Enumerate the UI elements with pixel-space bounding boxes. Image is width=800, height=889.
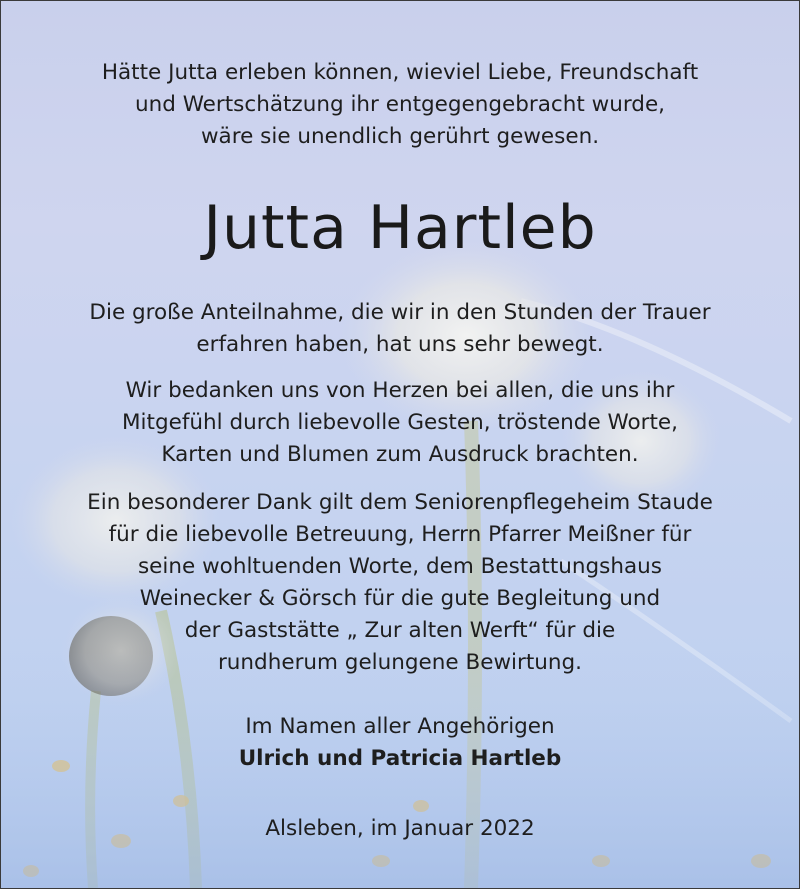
place-date: Alsleben, im Januar 2022 [265, 816, 535, 841]
paragraph3-line-5: der Gaststätte „ Zur alten Werft“ für die [184, 618, 616, 643]
paragraph3-line-2: für die liebevolle Betreuung, Herrn Pfarrer Meißner für [108, 522, 692, 547]
intro-line-3: wäre sie unendlich gerührt gewesen. [200, 124, 600, 149]
intro-line-2: und Wertschätzung ihr entgegengebracht wurde, [134, 92, 666, 117]
signature-names: Ulrich und Patricia Hartleb [238, 746, 562, 771]
paragraph3-line-1: Ein besonderer Dank gilt dem Seniorenpflegeheim Staude [87, 490, 713, 515]
paragraph3-line-3: seine wohltuenden Worte, dem Bestattungshaus [137, 554, 663, 579]
paragraph1-line-2: erfahren haben, hat uns sehr bewegt. [196, 332, 604, 357]
signature-intro: Im Namen aller Angehörigen [245, 714, 555, 739]
notice-text [1, 1, 799, 888]
paragraph2-line-2: Mitgefühl durch liebevolle Gesten, tröstende Worte, [122, 410, 678, 435]
paragraph2-line-3: Karten und Blumen zum Ausdruck brachten. [161, 442, 639, 467]
intro-line-1: Hätte Jutta erleben können, wieviel Liebe, Freundschaft [101, 60, 699, 85]
paragraph1-line-1: Die große Anteilnahme, die wir in den Stunden der Trauer [89, 300, 711, 325]
paragraph2-line-1: Wir bedanken uns von Herzen bei allen, die uns ihr [125, 378, 675, 403]
paragraph3-line-6: rundherum gelungene Bewirtung. [217, 650, 583, 675]
paragraph3-line-4: Weinecker & Görsch für die gute Begleitung und [139, 586, 661, 611]
deceased-name: Jutta Hartleb [203, 193, 597, 263]
